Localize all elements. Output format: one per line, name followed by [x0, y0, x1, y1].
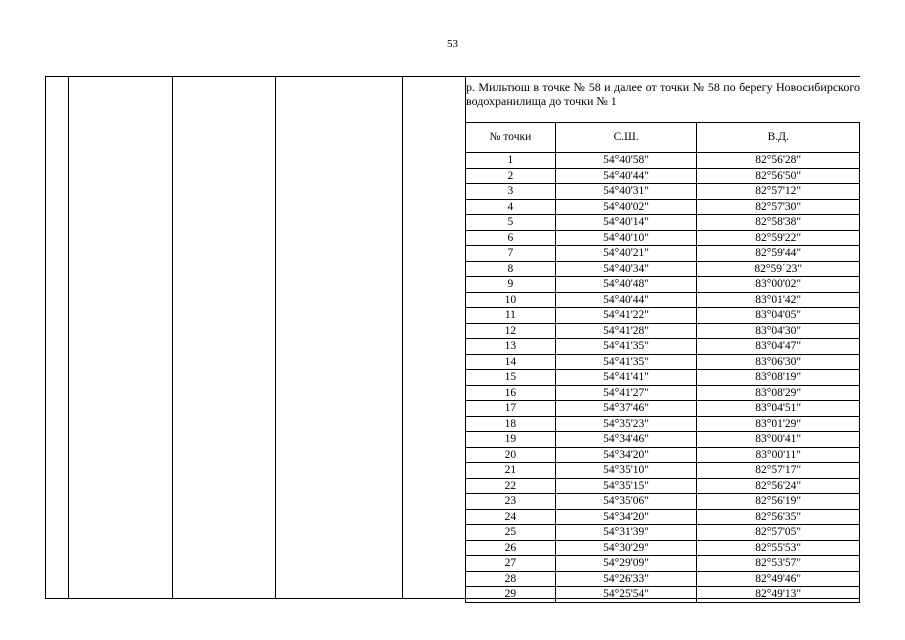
longitude-cell: 82°53'57"	[697, 556, 860, 572]
point-number-cell: 16	[466, 385, 556, 401]
table-row	[466, 261, 860, 277]
table-row	[466, 168, 860, 184]
longitude-cell: 83°08'19"	[697, 370, 860, 386]
table-row	[466, 354, 860, 370]
latitude-cell: 54°40'44"	[555, 292, 697, 308]
table-row	[466, 478, 860, 494]
table-row	[466, 385, 860, 401]
longitude-cell: 82°56'19"	[697, 494, 860, 510]
latitude-cell: 54°41'22"	[555, 308, 697, 324]
column-divider	[275, 77, 276, 598]
latitude-cell: 54°40'34"	[555, 261, 697, 277]
table-row	[466, 401, 860, 417]
latitude-cell: 54°34'46"	[555, 432, 697, 448]
longitude-cell: 82°55'53"	[697, 540, 860, 556]
point-number-cell: 11	[466, 308, 556, 324]
longitude-cell: 82°59΄23"	[697, 261, 860, 277]
coordinates-table	[465, 122, 860, 603]
longitude-cell: 83°04'47"	[697, 339, 860, 355]
point-number-cell: 21	[466, 463, 556, 479]
point-number-cell: 18	[466, 416, 556, 432]
point-number-cell: 20	[466, 447, 556, 463]
table-row	[466, 540, 860, 556]
point-number-cell: 22	[466, 478, 556, 494]
longitude-cell: 83°06'30"	[697, 354, 860, 370]
point-number-cell: 23	[466, 494, 556, 510]
latitude-cell: 54°41'41"	[555, 370, 697, 386]
column-divider	[172, 77, 173, 598]
table-row	[466, 323, 860, 339]
latitude-cell: 54°35'10"	[555, 463, 697, 479]
latitude-cell: 54°25'54"	[555, 587, 697, 603]
longitude-cell: 83°01'29"	[697, 416, 860, 432]
longitude-cell: 83°00'02"	[697, 277, 860, 293]
point-number-cell: 25	[466, 525, 556, 541]
point-number-cell: 1	[466, 153, 556, 169]
table-row	[466, 184, 860, 200]
latitude-cell: 54°40'31"	[555, 184, 697, 200]
point-number-cell: 28	[466, 571, 556, 587]
table-row	[466, 587, 860, 603]
latitude-cell: 54°40'58"	[555, 153, 697, 169]
table-row	[466, 525, 860, 541]
point-number-cell: 29	[466, 587, 556, 603]
latitude-cell: 54°41'35"	[555, 339, 697, 355]
table-row	[466, 509, 860, 525]
longitude-cell: 82°49'13"	[697, 587, 860, 603]
latitude-cell: 54°41'27"	[555, 385, 697, 401]
table-row	[466, 432, 860, 448]
latitude-cell: 54°40'21"	[555, 246, 697, 262]
table-row	[466, 571, 860, 587]
boundary-description: р. Мильтюш в точке № 58 и далее от точки № 58 по берегу Новосибирского водохранилища до точки № 1	[466, 80, 860, 108]
header-latitude: С.Ш.	[555, 123, 697, 153]
point-number-cell: 2	[466, 168, 556, 184]
latitude-cell: 54°40'10"	[555, 230, 697, 246]
table-row	[466, 246, 860, 262]
longitude-cell: 83°04'51"	[697, 401, 860, 417]
table-row	[466, 447, 860, 463]
latitude-cell: 54°29'09"	[555, 556, 697, 572]
latitude-cell: 54°41'28"	[555, 323, 697, 339]
latitude-cell: 54°35'23"	[555, 416, 697, 432]
latitude-cell: 54°34'20"	[555, 509, 697, 525]
table-row	[466, 215, 860, 231]
longitude-cell: 82°58'38"	[697, 215, 860, 231]
point-number-cell: 27	[466, 556, 556, 572]
point-number-cell: 6	[466, 230, 556, 246]
latitude-cell: 54°35'06"	[555, 494, 697, 510]
point-number-cell: 8	[466, 261, 556, 277]
latitude-cell: 54°41'35"	[555, 354, 697, 370]
table-row	[466, 556, 860, 572]
table-row	[466, 199, 860, 215]
longitude-cell: 82°49'46"	[697, 571, 860, 587]
latitude-cell: 54°37'46"	[555, 401, 697, 417]
point-number-cell: 13	[466, 339, 556, 355]
table-row	[466, 308, 860, 324]
point-number-cell: 10	[466, 292, 556, 308]
longitude-cell: 82°57'17"	[697, 463, 860, 479]
longitude-cell: 82°57'30"	[697, 199, 860, 215]
longitude-cell: 83°00'41"	[697, 432, 860, 448]
latitude-cell: 54°31'39"	[555, 525, 697, 541]
longitude-cell: 83°04'05"	[697, 308, 860, 324]
longitude-cell: 82°59'22"	[697, 230, 860, 246]
latitude-cell: 54°34'20"	[555, 447, 697, 463]
column-divider	[68, 77, 69, 598]
latitude-cell: 54°40'02"	[555, 199, 697, 215]
latitude-cell: 54°40'48"	[555, 277, 697, 293]
table-row	[466, 416, 860, 432]
longitude-cell: 82°56'35"	[697, 509, 860, 525]
point-number-cell: 19	[466, 432, 556, 448]
longitude-cell: 82°59'44"	[697, 246, 860, 262]
column-divider	[402, 77, 403, 598]
point-number-cell: 26	[466, 540, 556, 556]
table-row	[466, 463, 860, 479]
point-number-cell: 7	[466, 246, 556, 262]
point-number-cell: 9	[466, 277, 556, 293]
latitude-cell: 54°35'15"	[555, 478, 697, 494]
longitude-cell: 83°00'11"	[697, 447, 860, 463]
longitude-cell: 83°01'42"	[697, 292, 860, 308]
table-row	[466, 292, 860, 308]
page-number: 53	[447, 38, 458, 50]
table-row	[466, 370, 860, 386]
longitude-cell: 82°56'24"	[697, 478, 860, 494]
point-number-cell: 14	[466, 354, 556, 370]
table-row	[466, 153, 860, 169]
longitude-cell: 83°08'29"	[697, 385, 860, 401]
longitude-cell: 82°56'28"	[697, 153, 860, 169]
point-number-cell: 24	[466, 509, 556, 525]
longitude-cell: 82°56'50"	[697, 168, 860, 184]
point-number-cell: 4	[466, 199, 556, 215]
latitude-cell: 54°40'44"	[555, 168, 697, 184]
outer-table	[45, 76, 860, 599]
header-point-number: № точки	[466, 123, 556, 153]
latitude-cell: 54°30'29"	[555, 540, 697, 556]
column-divider	[45, 77, 46, 598]
longitude-cell: 82°57'12"	[697, 184, 860, 200]
longitude-cell: 83°04'30"	[697, 323, 860, 339]
point-number-cell: 3	[466, 184, 556, 200]
longitude-cell: 82°57'05"	[697, 525, 860, 541]
table-row	[466, 339, 860, 355]
point-number-cell: 5	[466, 215, 556, 231]
table-row	[466, 494, 860, 510]
latitude-cell: 54°40'14"	[555, 215, 697, 231]
table-row	[466, 230, 860, 246]
point-number-cell: 17	[466, 401, 556, 417]
latitude-cell: 54°26'33"	[555, 571, 697, 587]
point-number-cell: 12	[466, 323, 556, 339]
point-number-cell: 15	[466, 370, 556, 386]
table-row	[466, 277, 860, 293]
table-header-row	[466, 123, 860, 153]
header-longitude: В.Д.	[697, 123, 860, 153]
